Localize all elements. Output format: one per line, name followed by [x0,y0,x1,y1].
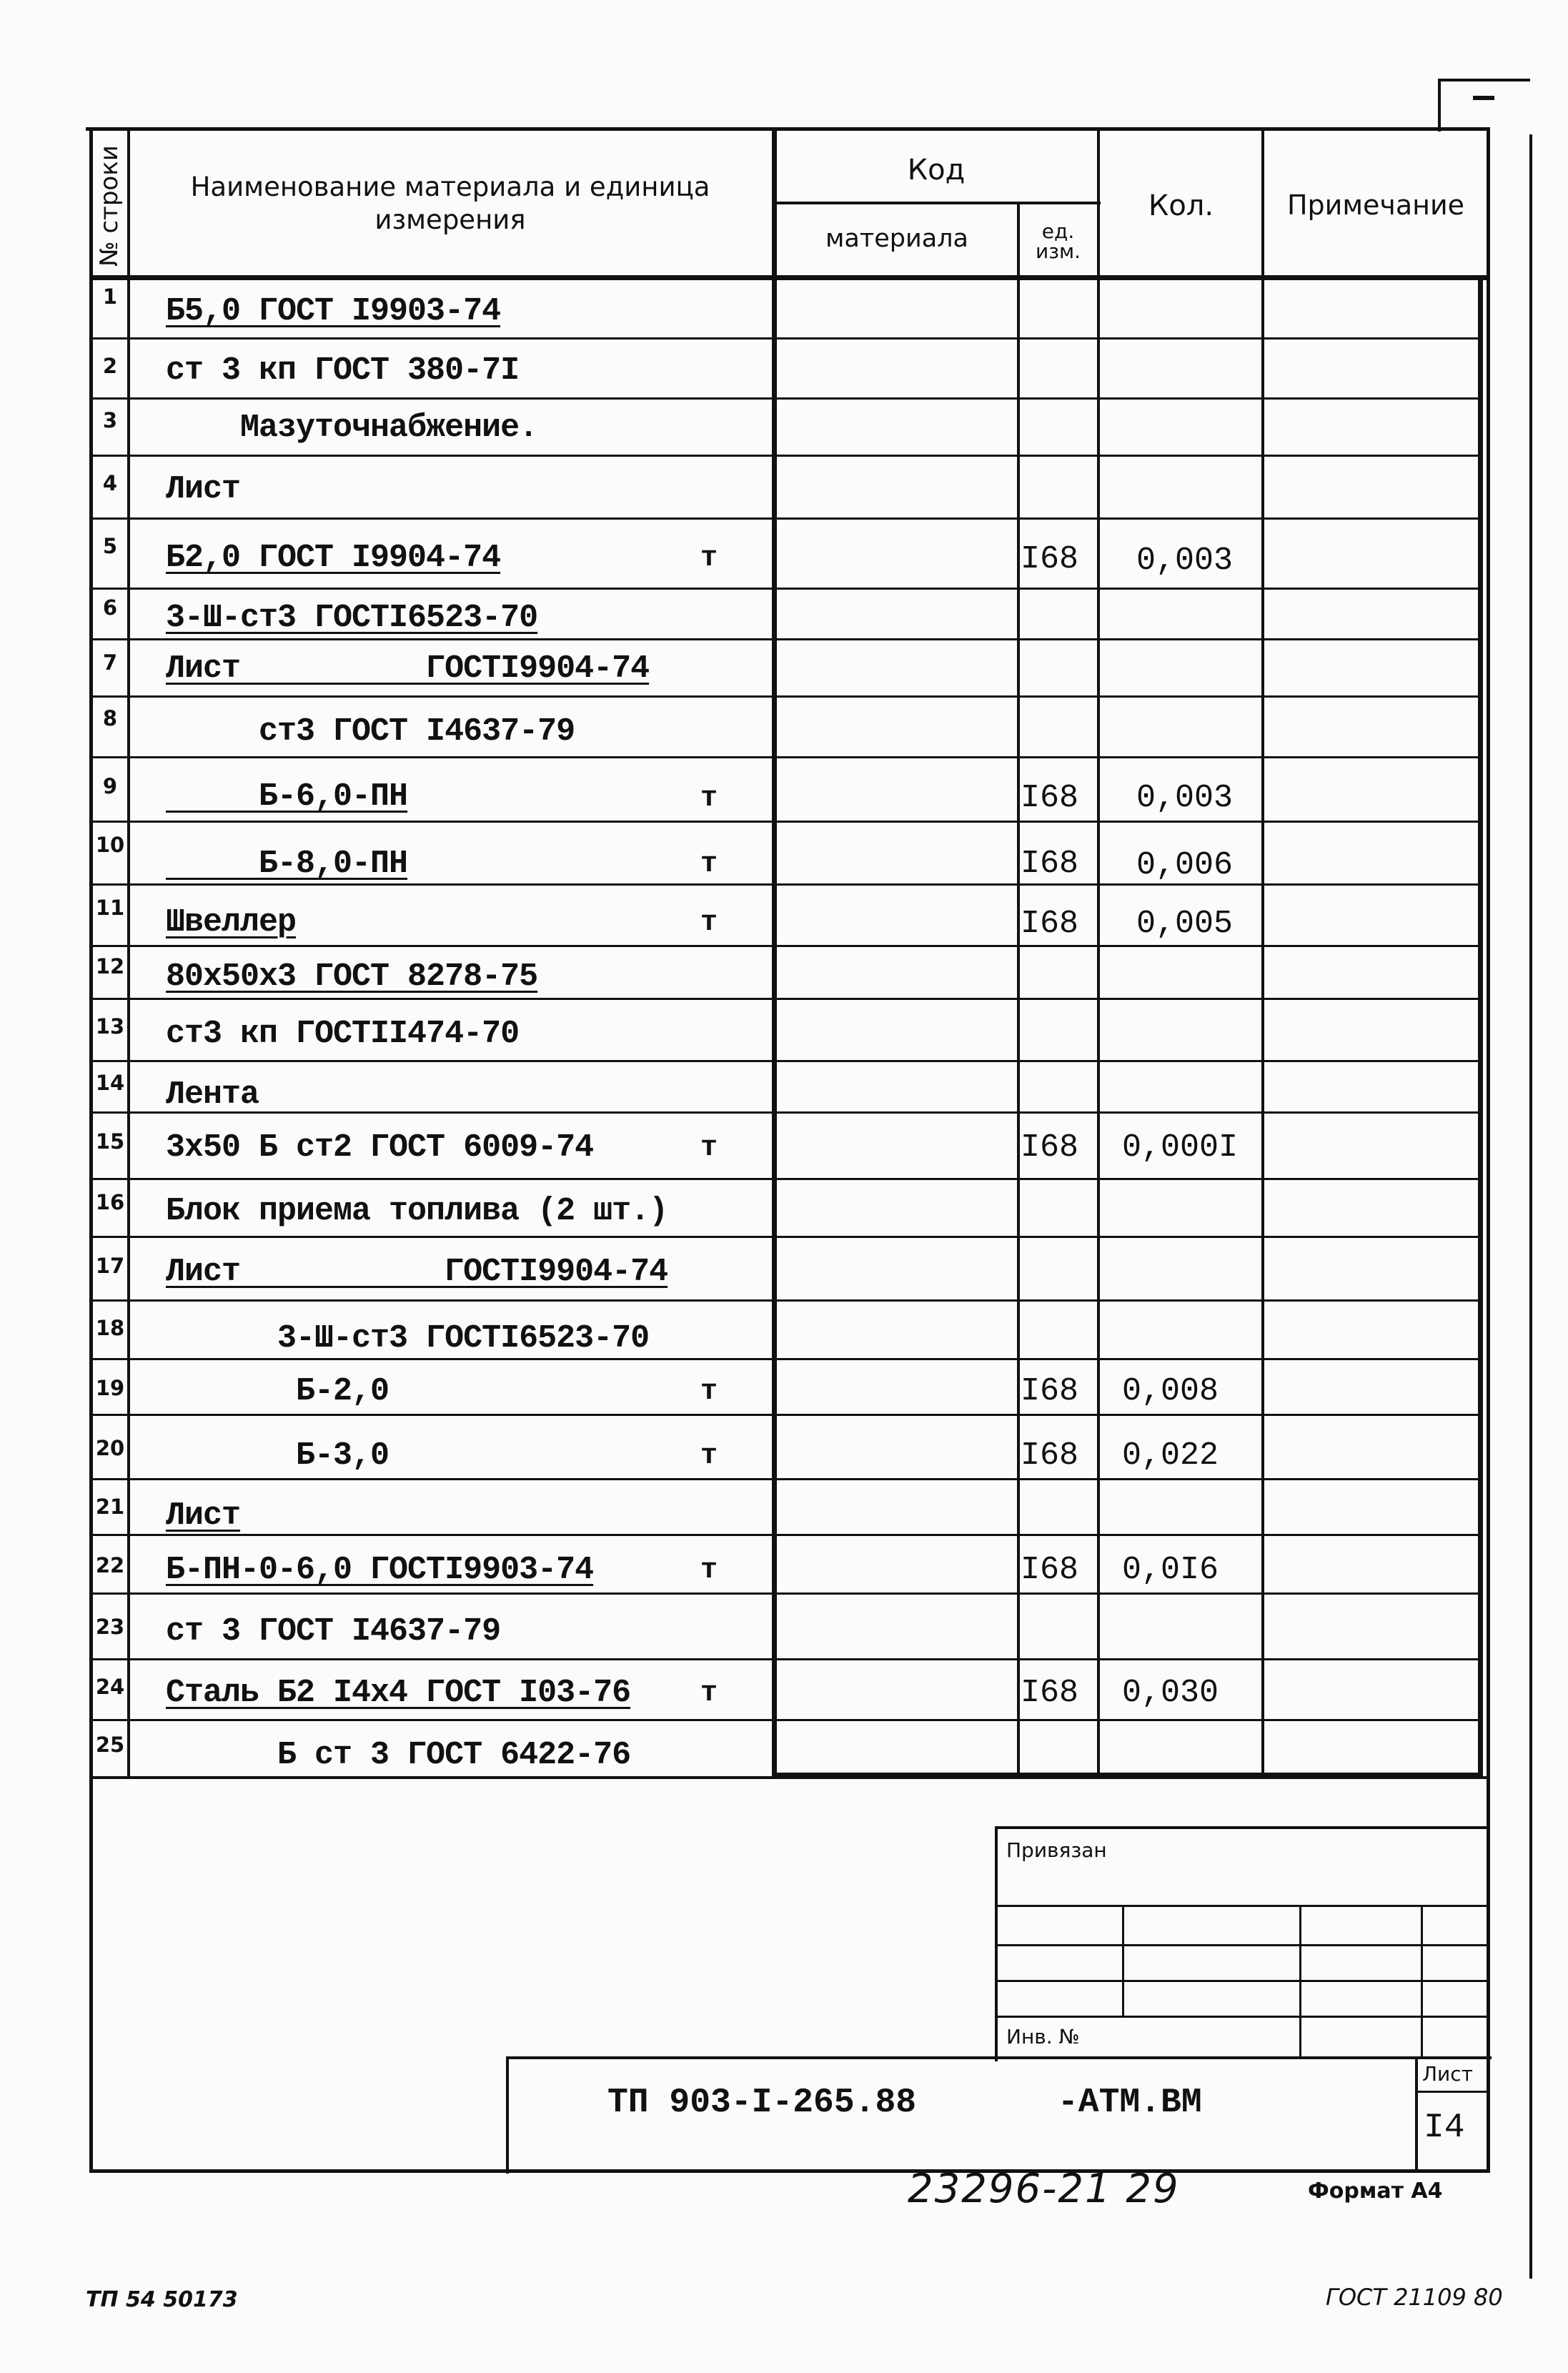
row-name: Лист [166,471,241,507]
row-qty: 0,022 [1122,1437,1219,1474]
header-name: Наименование материала и единица измерения [190,171,710,235]
row-line [89,337,1483,340]
binding-line [995,1905,1487,1907]
row-name: Б5,0 ГОСТ I9903-74 [166,293,501,330]
row-unit: т [700,783,718,815]
row-line [89,945,1483,947]
row-unit: т [700,1678,718,1710]
col-line-code [772,129,777,1776]
sheet-vline [1415,2056,1418,2171]
row-name: Лист [166,1497,241,1534]
row-line [89,1592,1483,1595]
row-qty: 0,003 [1136,780,1234,816]
row-number: 13 [95,1014,125,1039]
row-number: 7 [102,650,118,675]
row-name: Б-8,0-ПН [166,846,408,882]
binding-vline [1122,1905,1124,2018]
row-name: Б-6,0-ПН [166,778,408,815]
row-number: 16 [95,1190,125,1214]
col-line-qty [1097,129,1100,1776]
bound-label: Привязан [1006,1838,1107,1862]
row-line [89,397,1483,400]
row-line [89,1299,1483,1302]
row-code: I68 [1021,541,1079,578]
header-code-material: материала [825,224,968,254]
row-number: 1 [102,284,118,309]
row-line [89,1178,1483,1180]
row-qty: 0,005 [1136,906,1234,942]
row-code: I68 [1021,1552,1079,1588]
row-number: 2 [102,354,118,378]
row-number: 5 [102,534,118,558]
row-line [89,1060,1483,1062]
row-name: 3х50 Б ст2 ГОСТ 6009-74 [166,1129,594,1166]
row-number: 10 [95,833,125,857]
row-number: 14 [95,1071,125,1095]
row-line [89,998,1483,1000]
row-name: Сталь Б2 I4х4 ГОСТ I03-76 [166,1675,631,1711]
row-unit: т [700,1555,718,1587]
row-name: Лист ГОСТI9904-74 [166,1254,668,1290]
row-line [89,883,1483,886]
row-number: 19 [95,1376,125,1400]
row-qty: 0,003 [1136,543,1234,579]
row-code: I68 [1021,1437,1079,1474]
row-code: I68 [1021,1129,1079,1166]
row-number: 9 [102,774,118,798]
header-note: Примечание [1286,189,1465,221]
row-line [89,455,1483,457]
row-name: ст3 ГОСТ I4637-79 [166,713,575,750]
row-number: 24 [95,1675,125,1699]
row-qty: 0,000I [1122,1129,1239,1166]
handwritten-number: 23296-21 29 [908,2166,1180,2212]
row-line [89,1478,1483,1480]
binding-line [995,1980,1487,1982]
format-label: Формат А4 [1308,2179,1443,2204]
row-line [89,638,1483,640]
table-bottom-line [89,1776,1490,1779]
sheet-hline [1415,2091,1487,2093]
col-line-note [1261,129,1264,1776]
row-line [89,1236,1483,1238]
row-name: Блок приема топлива (2 шт.) [166,1193,668,1229]
row-unit: т [700,1376,718,1408]
row-number: 22 [95,1553,125,1577]
binding-vline [1421,1905,1423,2059]
binding-vline [1299,1905,1301,2059]
page-right-edge [1529,134,1532,2279]
col-line-right-thick [1478,275,1483,1776]
row-name: Б ст 3 ГОСТ 6422-76 [166,1737,631,1773]
header-code-unit: ед. изм. [1035,219,1081,263]
row-name: ст 3 кп ГОСТ 380-7I [166,352,520,389]
row-number: 11 [95,896,125,920]
row-number: 18 [95,1316,125,1340]
row-qty: 0,006 [1136,847,1234,883]
row-code: I68 [1021,906,1079,942]
row-number: 20 [95,1436,125,1460]
footer-left: ТП 54 50173 [86,2287,238,2312]
sheet-label: Лист [1422,2062,1473,2086]
row-line [89,756,1483,758]
row-line [89,517,1483,520]
row-number: 6 [102,595,118,620]
row-line [89,1358,1483,1360]
row-name: Швеллер [166,904,297,941]
row-number: 21 [95,1495,125,1519]
row-line [89,695,1483,698]
row-number: 25 [95,1733,125,1757]
col-line-unit [1017,202,1020,1776]
row-unit: т [700,543,718,575]
row-line [89,1414,1483,1416]
row-qty: 0,0I6 [1122,1552,1219,1588]
row-code: I68 [1021,780,1079,816]
row-name: Лист ГОСТI9904-74 [166,650,650,687]
row-number: 4 [102,471,118,495]
row-name: ст 3 ГОСТ I4637-79 [166,1613,501,1650]
row-line [89,1719,1483,1721]
row-unit: т [700,907,718,939]
row-line [89,821,1483,823]
row-line [89,588,1483,590]
sheet-number: I4 [1424,2109,1465,2147]
row-name: Б-2,0 [166,1373,389,1410]
row-unit: т [700,1440,718,1472]
code-split-line [775,202,1101,204]
row-unit: т [700,1132,718,1164]
row-qty: 0,030 [1122,1675,1219,1711]
row-code: I68 [1021,1373,1079,1410]
row-name: 80х50х3 ГОСТ 8278-75 [166,958,538,995]
row-code: I68 [1021,846,1079,882]
corner-sheet-mark [1438,79,1530,132]
header-row-number-label: № строки [95,144,124,267]
doc-code-right: -АТМ.ВМ [1058,2084,1202,2122]
binding-line [995,2016,1487,2018]
row-name: Б-ПН-0-6,0 ГОСТI9903-74 [166,1552,594,1588]
row-name: Лента [166,1076,259,1113]
row-name: Мазуточнабжение. [166,410,538,446]
row-number: 17 [95,1254,125,1278]
footer-right: ГОСТ 21109 80 [1326,2284,1503,2311]
row-qty: 0,008 [1122,1373,1219,1410]
row-code: I68 [1021,1675,1079,1711]
row-name: Б-3,0 [166,1437,389,1474]
inv-label: Инв. № [1006,2025,1080,2048]
row-number: 3 [102,408,118,432]
row-line [89,1534,1483,1536]
binding-line [995,1944,1487,1946]
row-number: 8 [102,706,118,730]
row-unit: т [700,848,718,881]
row-name: Б2,0 ГОСТ I9904-74 [166,540,501,576]
header-bottom-line [89,275,1490,280]
row-number: 23 [95,1615,125,1639]
row-name: 3-Ш-ст3 ГОСТI6523-70 [166,600,538,636]
header-row-number [91,136,127,275]
row-number: 12 [95,954,125,979]
row-name: ст3 кп ГОСТII474-70 [166,1016,520,1052]
row-line [89,1111,1483,1114]
header-code: Код [907,153,966,187]
col-line-num [127,129,130,1776]
doc-code-left: ТП 903-I-265.88 [607,2084,917,2122]
row-number: 15 [95,1129,125,1154]
row-name: 3-Ш-ст3 ГОСТI6523-70 [166,1320,650,1357]
row-line [89,1658,1483,1660]
header-qty: Кол. [1148,189,1214,222]
